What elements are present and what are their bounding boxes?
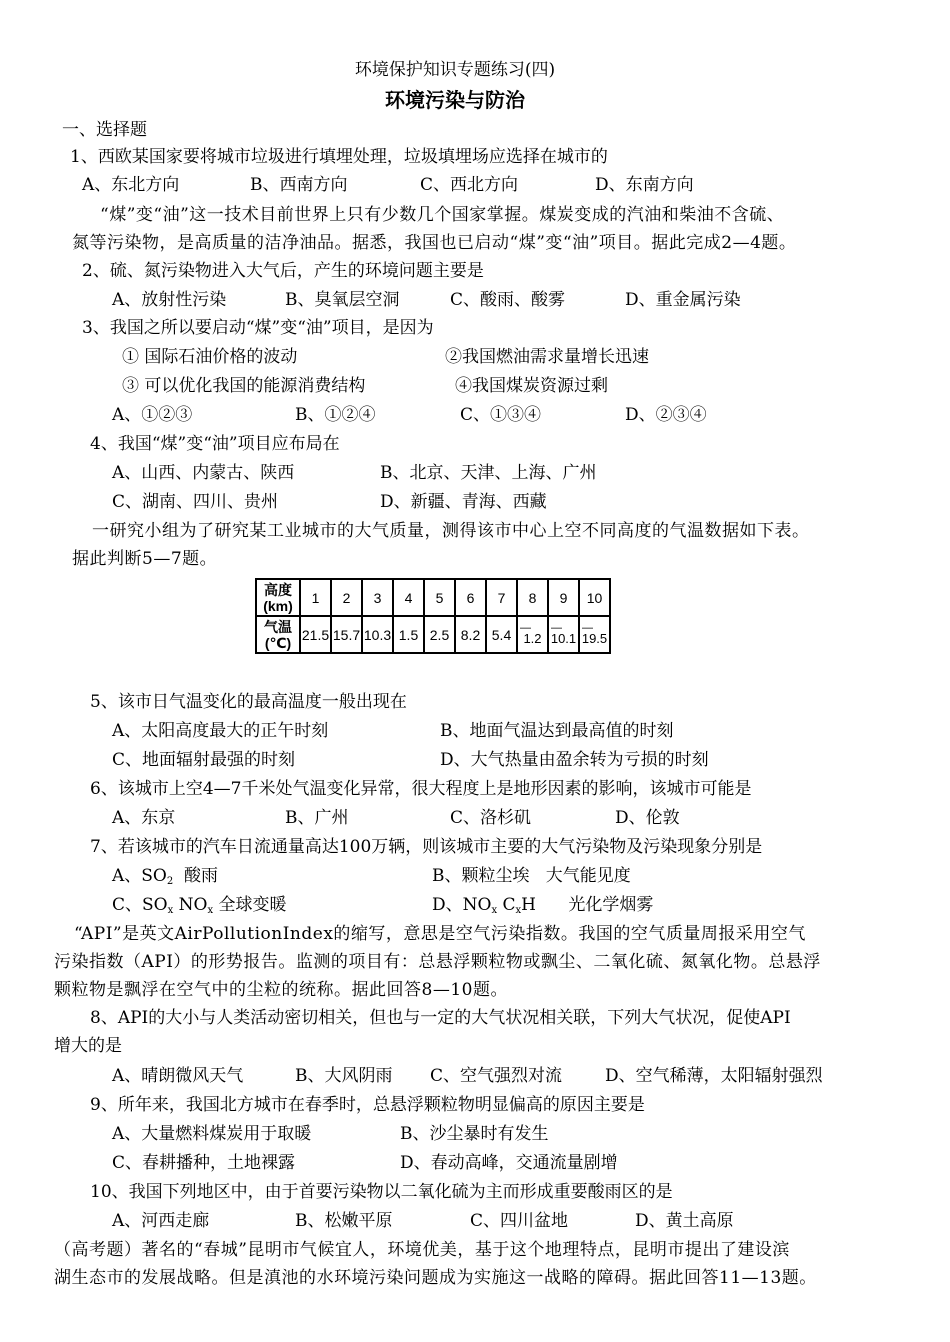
minus-sign: — <box>551 621 562 634</box>
temp-cell-negative <box>548 616 579 653</box>
q5-option-d: D、大气热量由盈余转为亏损的时刻 <box>440 750 709 770</box>
q10-option-b: B、松嫩平原 <box>295 1211 393 1231</box>
temp-cell: 2.5 <box>424 616 455 653</box>
q9-option-b: B、沙尘暴时有发生 <box>400 1124 549 1144</box>
q9-option-d: D、春动高峰，交通流量剧增 <box>400 1153 618 1173</box>
table-row-height <box>256 579 610 616</box>
q3-option-c: C、①③④ <box>460 405 542 425</box>
intro4-line1: （高考题）著名的“春城”昆明市气候宜人，环境优美，基于这个地理特点，昆明市提出了建设滨 <box>54 1240 790 1260</box>
q7-option-c: C、$SO_x$ $NO_x$ 全球变暖 <box>112 895 287 916</box>
intro3-line1: “API”是英文AirPollutionIndex的缩写，意思是空气污染指数。我国的空气质量周报采用空气 <box>74 924 806 944</box>
q3-option-a: A、①②③ <box>112 405 193 425</box>
section-heading: 一、选择题 <box>62 120 147 140</box>
height-cell: 6 <box>455 579 486 616</box>
temp-cell-negative <box>517 616 548 653</box>
height-cell: 10 <box>579 579 610 616</box>
q1-option-b: B、西南方向 <box>250 175 348 195</box>
intro1-line1: “煤”变“油”这一技术目前世界上只有少数几个国家掌握。煤炭变成的汽油和柴油不含硫、 <box>100 205 785 225</box>
q8-option-d: D、空气稀薄，太阳辐射强烈 <box>605 1066 823 1086</box>
minus-sign: — <box>582 621 593 634</box>
q8-stem-line1: 8、API的大小与人类活动密切相关，但也与一定的大气状况相关联，下列大气状况，促使API <box>90 1008 791 1028</box>
intro2-line2: 据此判断5—7题。 <box>72 549 218 569</box>
q7-option-d: D、$NO_x$ $C_xH$ 光化学烟雾 <box>432 895 654 916</box>
q9-option-a: A、大量燃料煤炭用于取暖 <box>112 1124 312 1144</box>
intro1-line2: 氮等污染物，是高质量的洁净油品。据悉，我国也已启动“煤”变“油”项目。据此完成2—4题。 <box>72 233 797 253</box>
q6-option-a: A、东京 <box>112 808 176 828</box>
q9-stem: 9、所年来，我国北方城市在春季时，总悬浮颗粒物明显偏高的原因主要是 <box>90 1095 645 1115</box>
q1-option-a: A、东北方向 <box>82 175 180 195</box>
q2-stem: 2、硫、氮污染物进入大气后，产生的环境问题主要是 <box>82 261 484 281</box>
q3-option-b: B、①②④ <box>295 405 376 425</box>
q9-option-c: C、春耕播种，土地裸露 <box>112 1153 296 1173</box>
q6-stem: 6、该城市上空4—7千米处气温变化异常，很大程度上是地形因素的影响，该城市可能是 <box>90 779 752 799</box>
q7-option-b: B、颗粒尘埃 大气能见度 <box>432 866 631 886</box>
height-cell: 4 <box>393 579 424 616</box>
q8-option-b: B、大风阴雨 <box>295 1066 393 1086</box>
q6-option-c: C、洛杉矶 <box>450 808 532 828</box>
table-row-temperature <box>256 616 610 653</box>
minus-sign: — <box>520 621 531 634</box>
header-temp-label: 气温 <box>264 618 292 635</box>
header-temp-unit: (℃) <box>264 634 292 651</box>
q7-option-a: A、$SO_2$ 酸雨 <box>112 866 219 887</box>
temp-value: 19.5 <box>581 630 608 646</box>
height-cell: 2 <box>331 579 362 616</box>
q10-option-c: C、四川盆地 <box>470 1211 569 1231</box>
q8-stem-line2: 增大的是 <box>54 1036 122 1056</box>
q3-item-2: ②我国燃油需求量增长迅速 <box>445 347 649 367</box>
header-height-label: 高度 <box>264 581 292 598</box>
temp-value: 10.1 <box>550 630 577 646</box>
height-cell: 7 <box>486 579 517 616</box>
intro2-line1: 一研究小组为了研究某工业城市的大气质量，测得该市中心上空不同高度的气温数据如下表。 <box>92 521 810 541</box>
q3-item-4: ④我国煤炭资源过剩 <box>455 376 608 396</box>
q8-option-a: A、晴朗微风天气 <box>112 1066 244 1086</box>
temp-cell: 1.5 <box>393 616 424 653</box>
q1-option-d: D、东南方向 <box>595 175 694 195</box>
q1-stem: 1、西欧某国家要将城市垃圾进行填埋处理，垃圾填埋场应选择在城市的 <box>70 147 608 167</box>
height-cell: 3 <box>362 579 393 616</box>
height-cell: 1 <box>300 579 331 616</box>
q3-item-3: ③ 可以优化我国的能源消费结构 <box>122 376 366 396</box>
temp-cell: 10.3 <box>362 616 393 653</box>
q2-option-c: C、酸雨、酸雾 <box>450 290 566 310</box>
height-cell: 8 <box>517 579 548 616</box>
q2-option-b: B、臭氧层空洞 <box>285 290 400 310</box>
q3-option-d: D、②③④ <box>625 405 707 425</box>
q10-option-a: A、河西走廊 <box>112 1211 210 1231</box>
temp-cell-negative <box>579 616 610 653</box>
temp-cell: 21.5 <box>300 616 331 653</box>
height-cell: 5 <box>424 579 455 616</box>
temperature-table <box>255 578 611 654</box>
temp-cell: 8.2 <box>455 616 486 653</box>
q2-option-d: D、重金属污染 <box>625 290 741 310</box>
q4-option-d: D、新疆、青海、西藏 <box>380 492 547 512</box>
doc-title: 环境保护知识专题练习(四) <box>354 60 556 80</box>
header-height-unit: (km) <box>263 597 293 614</box>
q4-option-c: C、湖南、四川、贵州 <box>112 492 279 512</box>
doc-subtitle: 环境污染与防治 <box>385 88 525 112</box>
q5-stem: 5、该市日气温变化的最高温度一般出现在 <box>90 692 407 712</box>
temp-value: 1.2 <box>523 630 542 646</box>
q6-option-b: B、广州 <box>285 808 349 828</box>
intro4-line2: 湖生态市的发展战略。但是滇池的水环境污染问题成为实施这一战略的障碍。据此回答11—13题。 <box>54 1268 817 1288</box>
temp-cell: 15.7 <box>331 616 362 653</box>
q3-stem: 3、我国之所以要启动“煤”变“油”项目，是因为 <box>82 318 434 338</box>
q3-item-1: ① 国际石油价格的波动 <box>122 347 298 367</box>
q7-stem: 7、若该城市的汽车日流通量高达100万辆，则该城市主要的大气污染物及污染现象分别是 <box>90 837 763 857</box>
intro3-line3: 颗粒物是飘浮在空气中的尘粒的统称。据此回答8—10题。 <box>54 980 508 1000</box>
q5-option-a: A、太阳高度最大的正午时刻 <box>112 721 329 741</box>
table-header-temperature <box>256 616 300 653</box>
q1-option-c: C、西北方向 <box>420 175 519 195</box>
q5-option-c: C、地面辐射最强的时刻 <box>112 750 296 770</box>
q4-option-a: A、山西、内蒙古、陕西 <box>112 463 295 483</box>
height-cell: 9 <box>548 579 579 616</box>
q6-option-d: D、伦敦 <box>615 808 680 828</box>
q2-option-a: A、放射性污染 <box>112 290 227 310</box>
q4-stem: 4、我国“煤”变“油”项目应布局在 <box>90 434 340 454</box>
q4-option-b: B、北京、天津、上海、广州 <box>380 463 597 483</box>
table-header-height <box>256 579 300 616</box>
intro3-line2: 污染指数（API）的形势报告。监测的项目有：总悬浮颗粒物或飘尘、二氧化硫、氮氧化物。总悬浮 <box>54 952 821 972</box>
q8-option-c: C、空气强烈对流 <box>430 1066 563 1086</box>
q10-option-d: D、黄土高原 <box>635 1211 734 1231</box>
q5-option-b: B、地面气温达到最高值的时刻 <box>440 721 674 741</box>
temp-cell: 5.4 <box>486 616 517 653</box>
q10-stem: 10、我国下列地区中，由于首要污染物以二氧化硫为主而形成重要酸雨区的是 <box>90 1182 673 1202</box>
